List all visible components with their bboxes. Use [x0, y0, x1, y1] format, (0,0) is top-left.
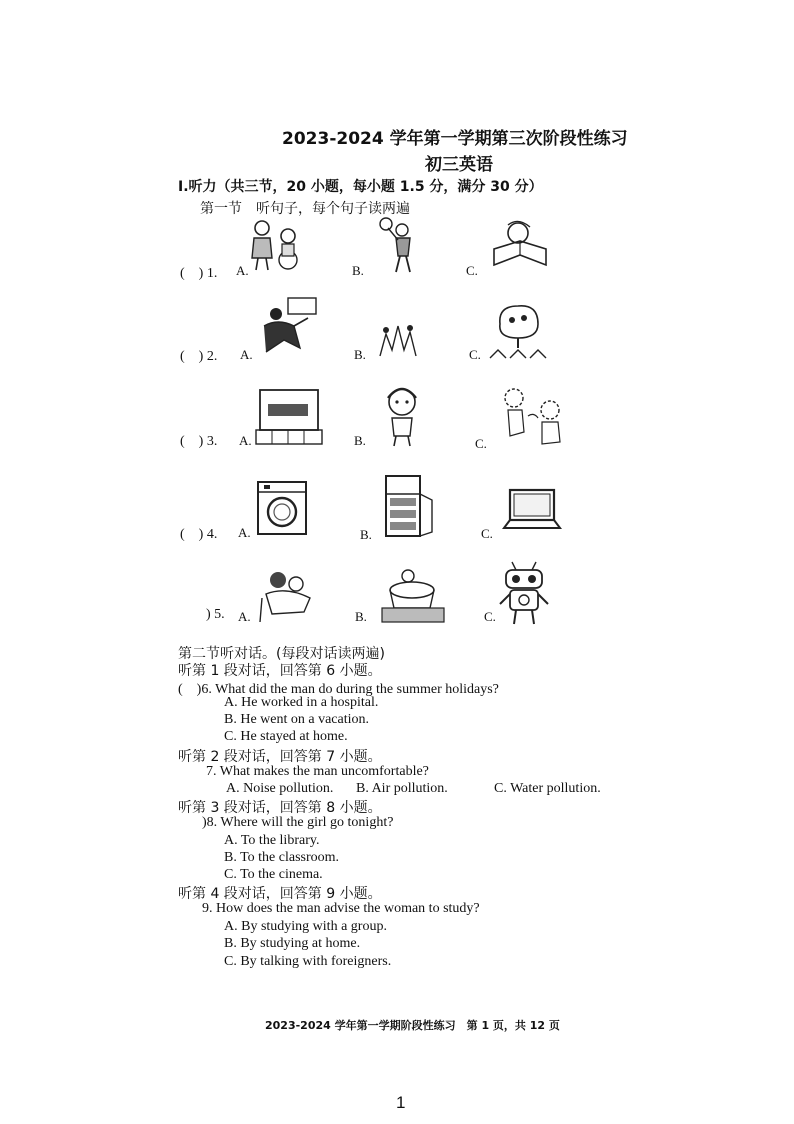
question-number: 3.: [206, 434, 218, 449]
option-7a: A. Noise pollution.: [226, 781, 334, 796]
crowd-icon: [376, 320, 420, 360]
option-c-label: C.: [469, 347, 481, 362]
robot-icon: [496, 560, 552, 626]
option-8b: B. To the classroom.: [224, 850, 340, 865]
option-a-label: A.: [238, 525, 251, 540]
question-number: 1.: [206, 266, 218, 281]
dialogue-1-heading: 听第 1 段对话，回答第 6 小题。: [178, 663, 382, 679]
boy-headphones-icon: [380, 384, 430, 448]
answer-bracket[interactable]: ( ): [180, 434, 204, 449]
page-subtitle: 初三英语: [425, 155, 493, 175]
basketball-player-icon: [376, 214, 420, 274]
family-icon: [256, 568, 320, 624]
question-number: 5.: [214, 607, 225, 622]
option-9c: C. By talking with foreigners.: [224, 954, 392, 969]
option-c-label: C.: [484, 609, 496, 624]
reading-book-icon: [490, 219, 552, 269]
part-heading: 第一节 听句子，每个句子读两遍: [200, 201, 410, 217]
option-a-label: A.: [238, 609, 251, 624]
page-number: 1: [396, 1093, 406, 1112]
answer-bracket[interactable]: ): [206, 607, 211, 622]
friends-talking-icon: [498, 384, 568, 448]
option-a-label: A.: [240, 347, 253, 362]
people-helping-icon: [246, 218, 308, 272]
option-8a: A. To the library.: [224, 833, 320, 848]
option-6c: C. He stayed at home.: [224, 729, 348, 744]
refrigerator-icon: [384, 474, 434, 538]
television-icon: [254, 388, 324, 446]
section2-heading: 第二节听对话。(每段对话读两遍): [178, 646, 385, 662]
page-title: 2023-2024 学年第一学期第三次阶段性练习: [282, 129, 628, 149]
question-number: 2.: [206, 349, 218, 364]
question-row-3: [180, 430, 217, 450]
question-row-5: [206, 607, 225, 623]
question-row-1: [180, 262, 217, 282]
option-b-label: B.: [354, 347, 366, 362]
option-c-label: C.: [466, 263, 478, 278]
answer-bracket[interactable]: ( ): [180, 527, 204, 542]
option-7c: C. Water pollution.: [494, 781, 601, 796]
dialogue-2-heading: 听第 2 段对话，回答第 7 小题。: [178, 749, 382, 765]
dialogue-3-heading: 听第 3 段对话，回答第 8 小题。: [178, 800, 382, 816]
question-8: )8. Where will the girl go tonight?: [202, 815, 394, 830]
option-6b: B. He went on a vacation.: [224, 712, 370, 727]
question-row-2: [180, 345, 217, 365]
option-b-label: B.: [354, 433, 366, 448]
question-9: 9. How does the man advise the woman to study?: [202, 901, 480, 916]
option-8c: C. To the cinema.: [224, 867, 323, 882]
question-6: ( )6. What did the man do during the summer holidays?: [178, 682, 499, 697]
option-c-label: C.: [481, 526, 493, 541]
option-9b: B. By studying at home.: [224, 936, 361, 951]
laptop-icon: [502, 488, 562, 534]
answer-bracket[interactable]: ( ): [180, 266, 204, 281]
washing-machine-icon: [256, 480, 308, 536]
question-row-4: [180, 523, 217, 543]
option-c-label: C.: [475, 436, 487, 451]
answer-bracket[interactable]: ( ): [180, 349, 204, 364]
tree-people-icon: [488, 302, 552, 362]
page-footer: 2023-2024 学年第一学期阶段性练习 第 1 页，共 12 页: [265, 1019, 560, 1032]
section-heading: Ⅰ.听力（共三节，20 小题，每小题 1.5 分，满分 30 分）: [178, 179, 543, 195]
option-b-label: B.: [355, 609, 367, 624]
option-b-label: B.: [352, 263, 364, 278]
cooking-icon: [378, 568, 448, 624]
dialogue-4-heading: 听第 4 段对话，回答第 9 小题。: [178, 886, 382, 902]
option-6a: A. He worked in a hospital.: [224, 695, 379, 710]
dancing-icon: [254, 296, 320, 356]
question-number: 4.: [206, 527, 218, 542]
option-b-label: B.: [360, 527, 372, 542]
option-9a: A. By studying with a group.: [224, 919, 387, 934]
option-a-label: A.: [236, 263, 249, 278]
option-7b: B. Air pollution.: [356, 781, 448, 796]
option-a-label: A.: [239, 433, 252, 448]
question-7: 7. What makes the man uncomfortable?: [206, 764, 429, 779]
